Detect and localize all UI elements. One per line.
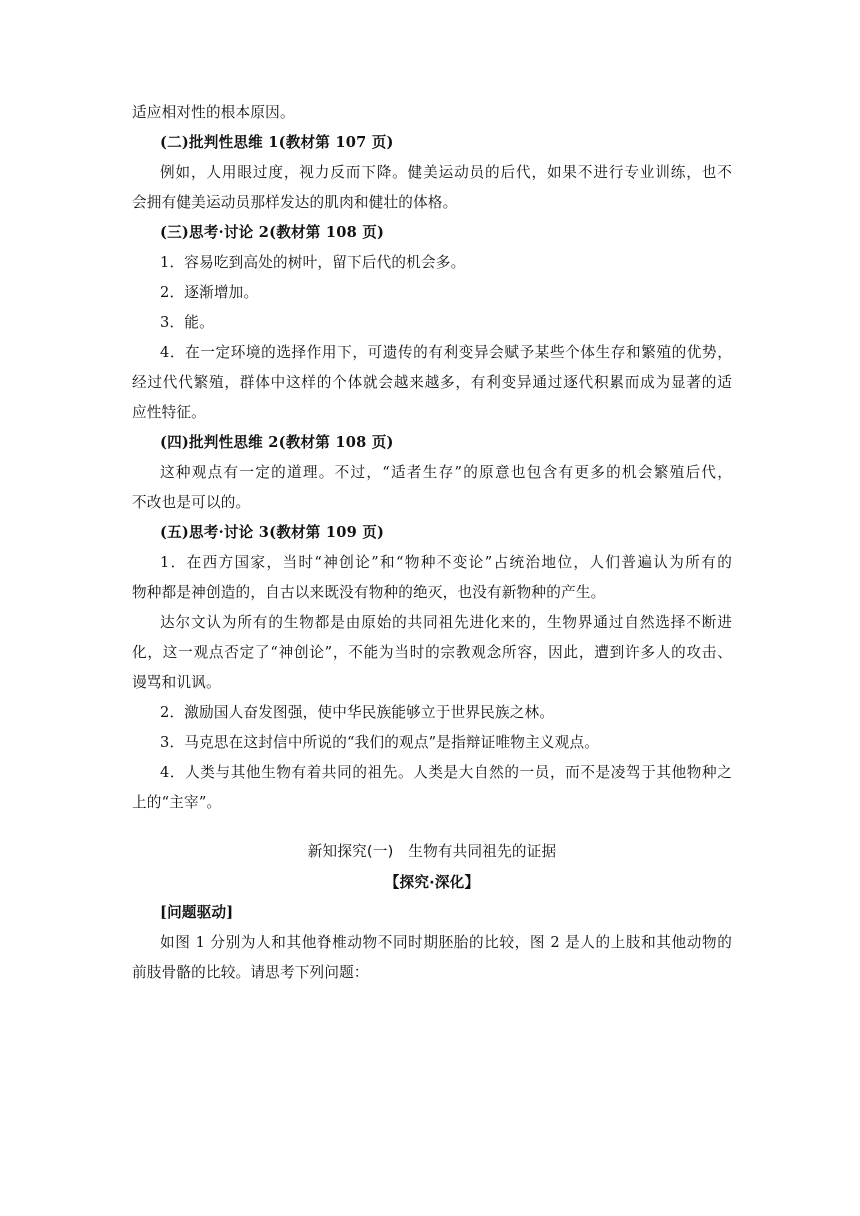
text-line: 例如，人用眼过度，视力反而下降。健美运动员的后代，如果不进行专业训练，也不 (160, 164, 732, 181)
text-line: (二)批判性思维 1(教材第 107 页) (160, 134, 394, 151)
subsection-title: 【探究·深化】 (384, 874, 480, 891)
text-line: 4．在一定环境的选择作用下，可遗传的有利变异会赋予某些个体生存和繁殖的优势， (160, 344, 732, 361)
text-line: 物种都是神创造的，自古以来既没有物种的绝灭，也没有新物种的产生。 (132, 584, 606, 601)
text-line: 3．能。 (160, 314, 214, 331)
text-line: (五)思考·讨论 3(教材第 109 页) (160, 524, 385, 541)
text-line: 2．逐渐增加。 (160, 284, 259, 301)
text-line: 达尔文认为所有的生物都是由原始的共同祖先进化来的，生物界通过自然选择不断进 (160, 614, 732, 631)
section-title: 新知探究(一) 生物有共同祖先的证据 (307, 843, 557, 860)
text-line: 2．激励国人奋发图强，使中华民族能够立于世界民族之林。 (160, 704, 555, 721)
prompt-label: [问题驱动] (160, 904, 234, 921)
text-line: 3．马克思在这封信中所说的“我们的观点”是指辩证唯物主义观点。 (160, 734, 600, 751)
text-line: 适应相对性的根本原因。 (132, 104, 295, 121)
text-line: 4．人类与其他生物有着共同的祖先。人类是大自然的一员，而不是凌驾于其他物种之 (160, 764, 732, 781)
text-line: (三)思考·讨论 2(教材第 108 页) (160, 224, 385, 241)
text-line: 谩骂和讥讽。 (132, 674, 221, 691)
text-line: 经过代代繁殖，群体中这样的个体就会越来越多，有利变异通过逐代积累而成为显著的适 (132, 374, 732, 391)
text-line: (四)批判性思维 2(教材第 108 页) (160, 434, 394, 451)
text-line: 这种观点有一定的道理。不过，“适者生存”的原意也包含有更多的机会繁殖后代， (160, 464, 732, 481)
text-line: 1．容易吃到高处的树叶，留下后代的机会多。 (160, 254, 466, 271)
text-line: 不改也是可以的。 (132, 494, 251, 511)
question-line: 前肢骨骼的比较。请思考下列问题： (132, 964, 369, 981)
text-line: 会拥有健美运动员那样发达的肌肉和健壮的体格。 (132, 194, 458, 211)
text-line: 应性特征。 (132, 404, 206, 421)
text-line: 化，这一观点否定了“神创论”，不能为当时的宗教观念所容，因此，遭到许多人的攻击、 (132, 644, 732, 661)
text-line: 1．在西方国家，当时“神创论”和“物种不变论”占统治地位，人们普遍认为所有的 (160, 554, 732, 571)
text-line: 上的“主宰”。 (132, 794, 222, 811)
question-line: 如图 1 分别为人和其他脊椎动物不同时期胚胎的比较，图 2 是人的上肢和其他动物的 (160, 934, 732, 951)
